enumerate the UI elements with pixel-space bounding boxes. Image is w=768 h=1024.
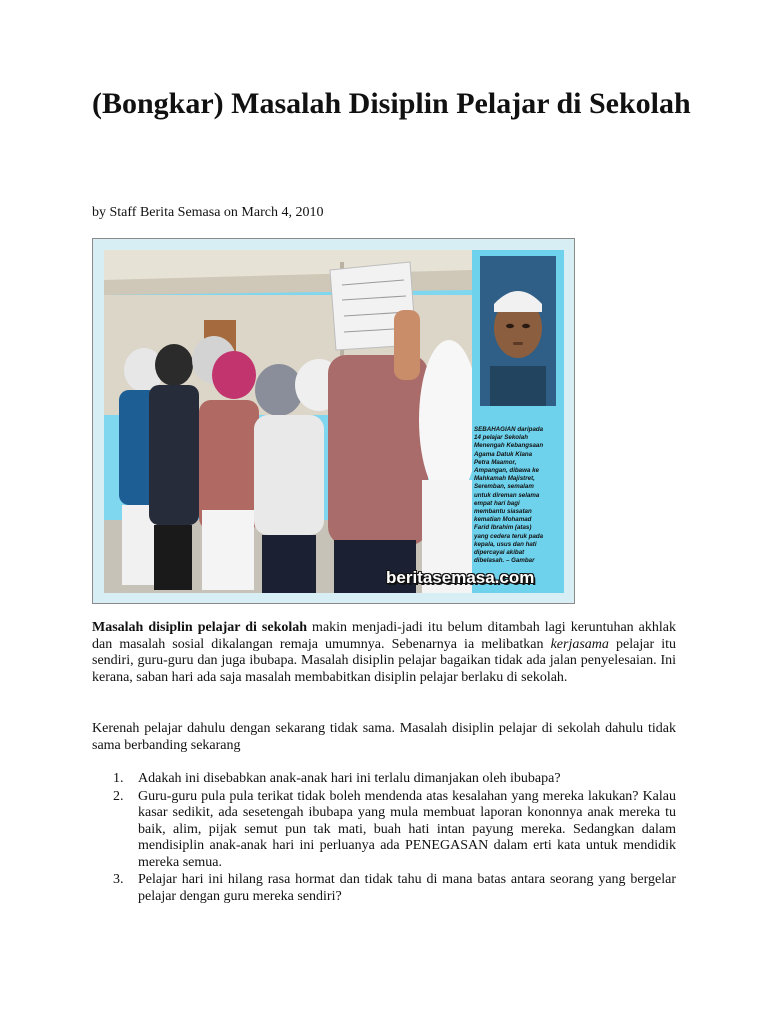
article-title: (Bongkar) Masalah Disiplin Pelajar di Sekolah (92, 87, 691, 120)
list-item (92, 872, 676, 905)
discipline-questions-list (92, 771, 676, 906)
list-item (92, 789, 676, 872)
intro-italic: kerjasama (550, 636, 609, 652)
list-item-number: 2. (113, 788, 124, 804)
list-item-text: Guru-guru pula pula terikat tidak boleh mendenda atas kesalahan yang mereka lakukan? Kalau kasar sedikit, ada sesetengah ibubapa yang mula membuat laporan kononnya anak mereka tu baik, alim, pijak semut pun tak mati, buah hati intan payung mereka. Sedangkan dalam mendisiplin anak-anak hari ini perluanya ada PENEGASAN dalam erti kata untuk mendidik mereka semua. (138, 788, 676, 870)
photo-watermark: beritasemasa.com (386, 568, 535, 587)
photo-caption: SEBAHAGIAN daripada 14 pelajar Sekolah Menengah Kebangsaan Agama Datuk Klana Petra Maamor, Ampangan, dibawa ke Mahkamah Majistret, Seremban, semalam untuk direman selama empat hari bagi membantu siasatan kematian Mohamad Farid Ibrahim (atas) yang cedera teruk pada kepala, usus dan hati dipercayai akibat dibelasah. – Gambar (474, 426, 544, 565)
intro-paragraph (92, 620, 676, 686)
second-paragraph: Kerenah pelajar dahulu dengan sekarang tidak sama. Masalah disiplin pelajar di sekolah dahulu tidak sama berbanding sekarang (92, 721, 676, 753)
students-escorted-photo (104, 250, 472, 593)
list-item (92, 771, 676, 788)
article-byline: by Staff Berita Semasa on March 4, 2010 (92, 205, 324, 220)
list-item-number: 1. (113, 771, 124, 786)
intro-bold-lead: Masalah disiplin pelajar di sekolah (92, 620, 308, 635)
intro-text-b: pelajar itu sendiri, guru-guru dan juga ibubapa. Masalah disiplin pelajar bagaikan tidak ada jalan penyelesaian. Ini kerana, saban hari ada saja masalah membabitkan disiplin pelajar berlaku di sekolah. (92, 636, 676, 685)
intro-text-a: makin menjadi-jadi itu belum ditambah lagi keruntuhan akhlak dan masalah sosial dikalangan remaja umumnya. Sebenarnya ia melibatkan (92, 620, 677, 652)
list-item-text: Pelajar hari ini hilang rasa hormat dan tidak tahu di mana batas antara seorang yang bergelar pelajar dengan guru mereka sendiri? (138, 872, 676, 904)
victim-portrait (480, 256, 556, 406)
list-item-number: 3. (113, 872, 124, 887)
news-photo (104, 250, 564, 593)
news-photo-frame (92, 238, 575, 604)
list-item-text: Adakah ini disebabkan anak-anak hari ini terlalu dimanjakan oleh ibubapa? (138, 771, 561, 786)
